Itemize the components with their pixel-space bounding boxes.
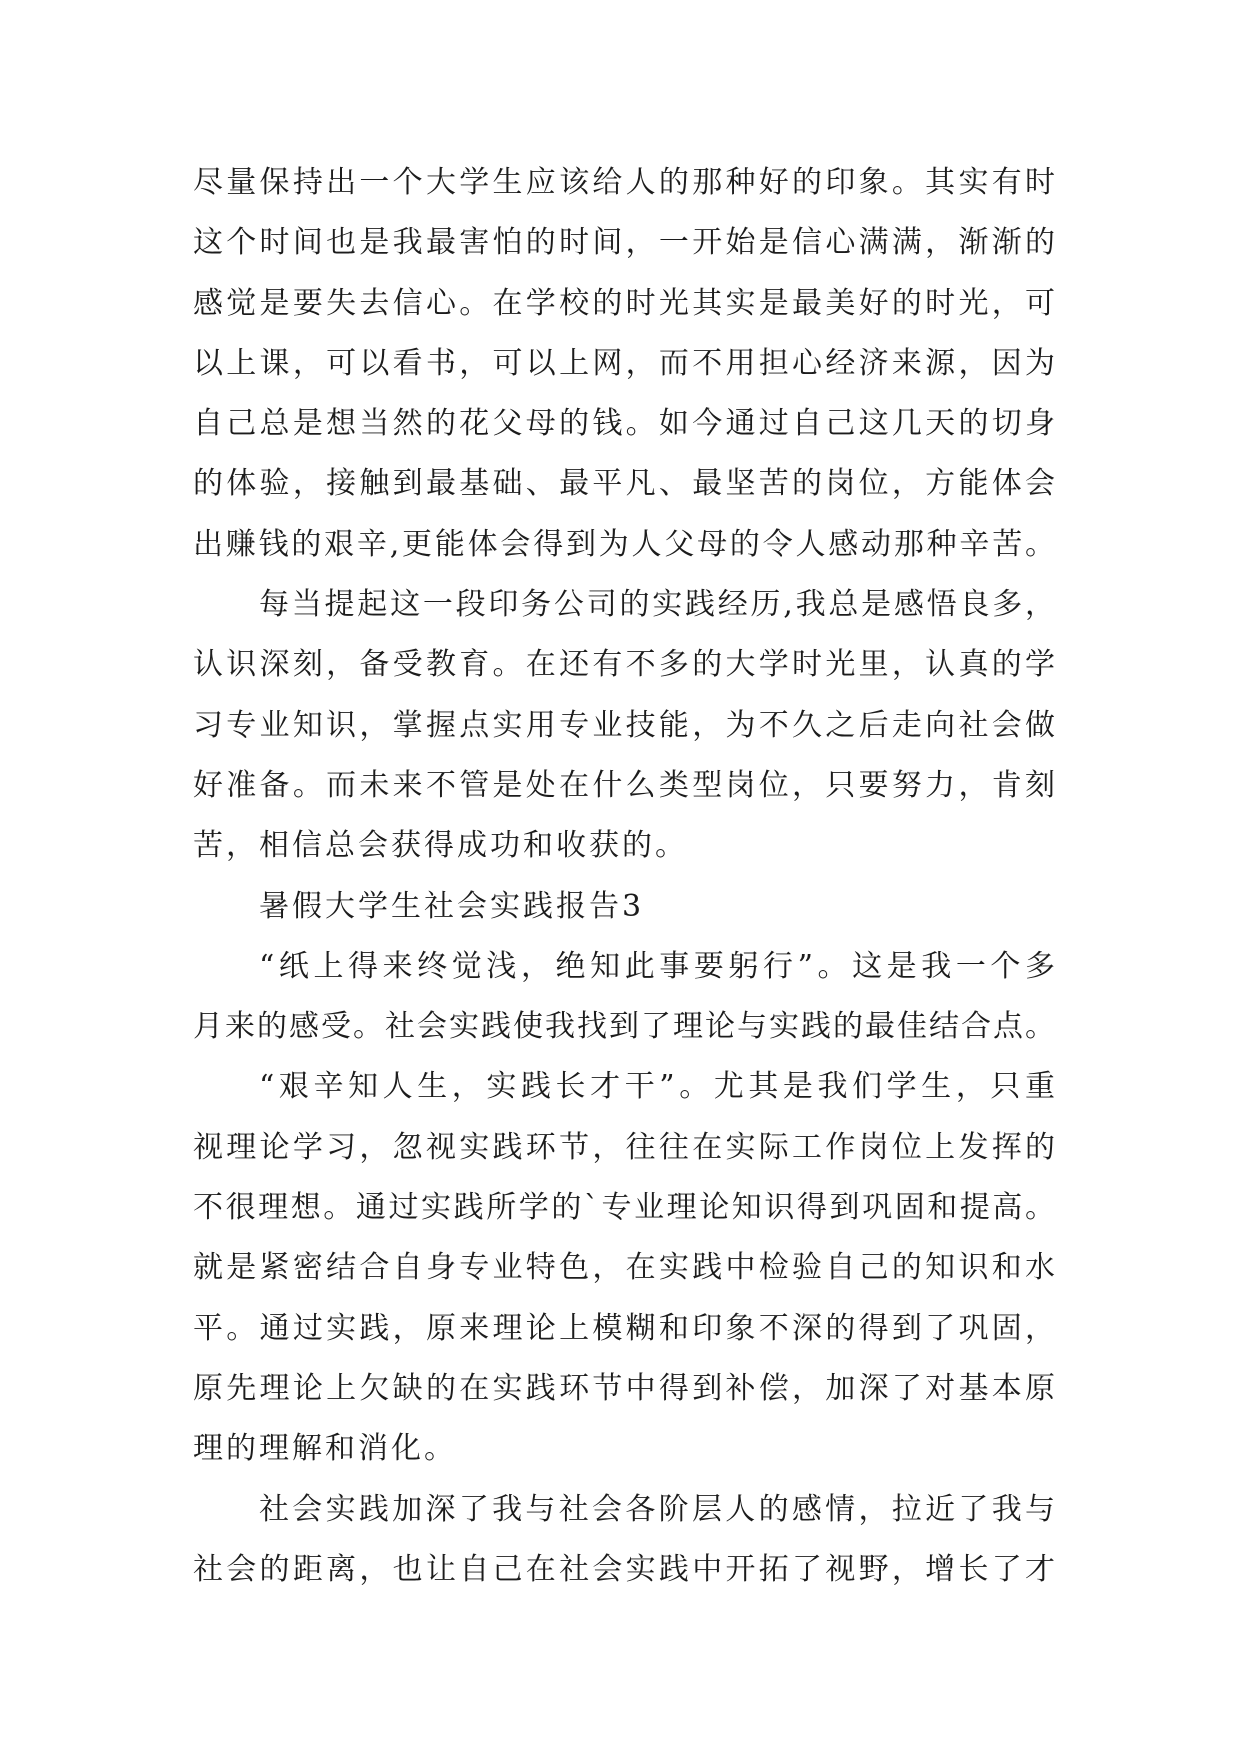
text-line: 好准备。而未来不管是处在什么类型岗位，只要努力，肯刻 bbox=[193, 767, 1055, 803]
section-heading-text: 暑假大学生社会实践报告3 bbox=[259, 888, 645, 924]
text-line: 以上课，可以看书，可以上网，而不用担心经济来源，因为 bbox=[193, 345, 1055, 381]
text-line: 理的理解和消化。 bbox=[193, 1431, 457, 1467]
text-line: “纸上得来终觉浅，绝知此事要躬行”。这是我一个多 bbox=[259, 948, 1055, 984]
text-line: 月来的感受。社会实践使我找到了理论与实践的最佳结合点。 bbox=[193, 1009, 1055, 1045]
text-line: 尽量保持出一个大学生应该给人的那种好的印象。其实有时 bbox=[193, 165, 1055, 200]
text-line: 社会实践加深了我与社会各阶层人的感情，拉近了我与 bbox=[259, 1491, 1055, 1527]
document-body bbox=[193, 153, 1055, 1600]
paragraph bbox=[193, 937, 1055, 1058]
text-line: 平。通过实践，原来理论上模糊和印象不深的得到了巩固， bbox=[193, 1310, 1055, 1346]
text-line: 不很理想。通过实践所学的`专业理论知识得到巩固和提高。 bbox=[193, 1190, 1055, 1226]
text-line: 苦，相信总会获得成功和收获的。 bbox=[193, 828, 688, 864]
paragraph bbox=[193, 575, 1055, 876]
text-line: 自己总是想当然的花父母的钱。如今通过自己这几天的切身 bbox=[193, 406, 1055, 442]
text-line: 认识深刻，备受教育。在还有不多的大学时光里，认真的学 bbox=[193, 647, 1055, 683]
text-line: 这个时间也是我最害怕的时间，一开始是信心满满，渐渐的 bbox=[193, 225, 1055, 261]
paragraph bbox=[193, 1480, 1055, 1601]
paragraph bbox=[193, 153, 1055, 575]
text-line: 社会的距离，也让自己在社会实践中开拓了视野，增长了才 bbox=[193, 1551, 1055, 1587]
text-line: 习专业知识，掌握点实用专业技能，为不久之后走向社会做 bbox=[193, 707, 1055, 743]
text-line: 原先理论上欠缺的在实践环节中得到补偿，加深了对基本原 bbox=[193, 1370, 1055, 1406]
text-line: 的体验，接触到最基础、最平凡、最坚苦的岗位，方能体会 bbox=[193, 466, 1055, 502]
text-line: 感觉是要失去信心。在学校的时光其实是最美好的时光，可 bbox=[193, 285, 1055, 321]
text-line: 每当提起这一段印务公司的实践经历,我总是感悟良多， bbox=[259, 587, 1055, 623]
text-line: “艰辛知人生，实践长才干”。尤其是我们学生，只重 bbox=[259, 1069, 1055, 1105]
section-heading bbox=[193, 877, 1055, 937]
text-line: 就是紧密结合自身专业特色，在实践中检验自己的知识和水 bbox=[193, 1250, 1055, 1286]
text-line: 视理论学习，忽视实践环节，往往在实际工作岗位上发挥的 bbox=[193, 1129, 1055, 1165]
paragraph bbox=[193, 1057, 1055, 1479]
text-line: 出赚钱的艰辛,更能体会得到为人父母的令人感动那种辛苦。 bbox=[193, 526, 1055, 562]
